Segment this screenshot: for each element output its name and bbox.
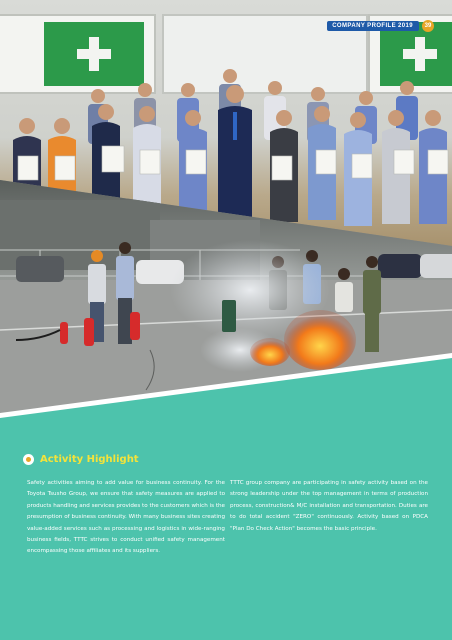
bullet-circle-icon	[23, 454, 34, 465]
body-text-right: TTTC group company are participating in safety activity based on the strong leadership under the top management in terms of production process, construction& M/C installation and transportation. Duties are to do total accident "ZERO" continuously. Activity based on PDCA "Plan Do Check Action" becomes the basic principle.	[230, 480, 428, 532]
company-profile-label: COMPANY PROFILE 2019	[327, 21, 419, 31]
section-heading	[23, 454, 139, 465]
page-number-badge: 39	[422, 20, 434, 32]
section-title: Activity Highlight	[40, 454, 139, 465]
body-text-left: Safety activities aiming to add value for business continuity. For the Toyota Tsusho Group, we ensure that safety measures are applied to products handling and services provides to the customers which is the presumption of business continuity. With many business sites creating value-added services such as processing and logistics in wide-ranging business fields, TTTC strives to conduct unified safety management encompassing those affiliates and its suppliers.	[27, 480, 225, 555]
page-header	[327, 20, 434, 32]
